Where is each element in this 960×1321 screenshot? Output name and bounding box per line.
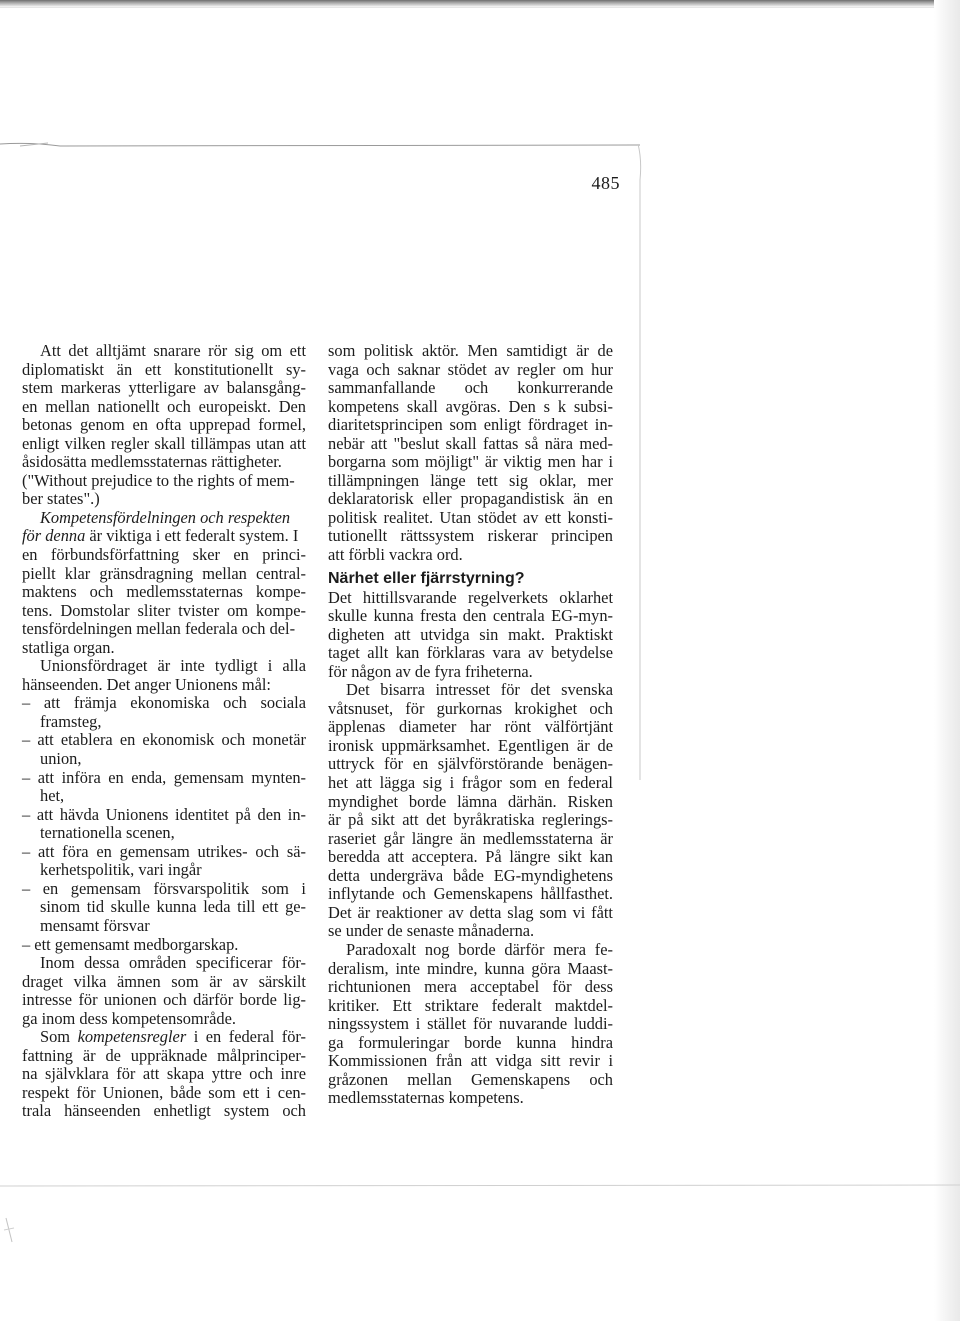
list-item: – att hävda Unionens identitet på den in- <box>22 804 306 824</box>
list-item: – ett gemensamt medborgarskap. <box>22 934 239 954</box>
text-line: Det är reaktioner av detta slag som vi fått <box>328 902 613 922</box>
left-paragraph-2 <box>22 509 306 657</box>
text-line: våtsnuset, för gurkornas krokighet och <box>328 698 613 718</box>
text-line: Det bisarra intresset för det svenska <box>346 680 613 700</box>
text-line: kritiker. Ett striktare federalt maktdel- <box>328 995 613 1015</box>
text-line: tutionellt rättssystem riskerar principen <box>328 526 613 546</box>
text-fragment: är viktiga i ett federalt system. I <box>85 526 299 546</box>
text-line: intresse för unionen och därför borde lig- <box>22 990 306 1010</box>
left-paragraph-5 <box>22 1028 306 1121</box>
list-item: – att främja ekonomiska och sociala <box>22 693 306 713</box>
left-paragraph-4 <box>22 954 306 1028</box>
list-item: – att etablera en ekonomisk och monetär <box>22 730 306 750</box>
text-line: medlemsstaternas kompetens. <box>328 1088 524 1108</box>
left-column <box>22 342 306 1121</box>
text-line: taget allt kan förklaras vara av betydelse <box>328 643 613 663</box>
text-line: respekt för Unionen, både som ett i cen- <box>22 1082 306 1102</box>
text-line: Att det alltjämt snarare rör sig om ett <box>40 341 306 360</box>
text-line: tillämpningen länge tett sig oklar, mer <box>328 470 613 490</box>
text-line: diaritetsprincipen som enligt fördraget in- <box>328 415 613 435</box>
list-item-continuation: mensamt försvar <box>40 915 150 935</box>
right-column <box>328 342 613 1108</box>
right-paragraph-4 <box>328 941 613 1108</box>
text-line <box>22 527 306 546</box>
text-line: fattning är de uppräknade målprinciper- <box>22 1045 306 1065</box>
text-line: åsidosätta medlemsstaternas rättigheter. <box>22 452 282 472</box>
right-paragraph-3 <box>328 681 613 941</box>
text-line: vaga och saknar stödet av regler om hur <box>328 359 613 379</box>
text-line: stem markeras ytterligare av balansgång- <box>22 378 306 398</box>
list-item-continuation: het, <box>40 786 65 806</box>
text-line: raseriet går längre än medlemsstaterna är <box>328 828 613 848</box>
list-item-continuation: sinom tid skulle kunna leda till ett ge- <box>40 897 306 917</box>
text-line: trala hänseenden enhetligt system och <box>22 1101 306 1121</box>
text-line: ("Without prejudice to the rights of mem- <box>22 470 295 490</box>
text-line: deralism, inte mindre, kunna göra Maast- <box>328 958 613 978</box>
italic-term: för denna <box>22 526 86 546</box>
scan-top-shadow <box>0 0 960 7</box>
text-line: beredda att acceptera. På längre sikt kan <box>328 847 613 867</box>
page-bottom-edge <box>0 1176 960 1190</box>
right-paragraph-1 <box>328 342 613 565</box>
right-paragraph-2 <box>328 589 613 682</box>
list-item-continuation: kerhetspolitik, vari ingår <box>40 860 202 880</box>
text-line: ga inom dess kompetensområde. <box>22 1008 236 1028</box>
text-line: ber states".) <box>22 489 100 509</box>
list-item: – en gemensam försvarspolitik som i <box>22 878 306 898</box>
text-line <box>22 1028 306 1047</box>
text-line: draget vilka ämnen som är av särskilt <box>22 971 306 991</box>
text-line: enligt vilken regler skall tillämpas utan att <box>22 433 306 453</box>
text-line: deklaratorisk eller propagandistisk än en <box>328 489 613 509</box>
scan-corner-mark <box>0 1210 40 1250</box>
text-line: inflytande och Gemenskapens hållfasthet. <box>328 884 613 904</box>
text-line: hänseenden. Det anger Unionens mål: <box>22 674 271 694</box>
goals-list <box>22 694 306 954</box>
text-fragment: Som <box>40 1027 78 1047</box>
text-line: diplomatiskt än ett konstitutionellt sy- <box>22 359 306 379</box>
section-heading: Närhet eller fjärrstyrning? <box>328 569 525 587</box>
text-line: betonas genom en ofta upprepad formel, <box>22 415 306 435</box>
text-line: skulle kunna fresta den centrala EG-myn- <box>328 606 613 626</box>
page-fold-line <box>0 140 640 150</box>
list-item-continuation: framsteg, <box>40 711 102 731</box>
left-paragraph-3 <box>22 657 306 694</box>
text-fragment: i en federal för- <box>186 1027 306 1047</box>
list-item-continuation: union, <box>40 749 82 769</box>
text-line: en mellan nationellt och europeiskt. Den <box>22 396 306 416</box>
text-line: gråzonen mellan Gemenskapens och <box>328 1069 613 1089</box>
text-line: nebär att "beslut skall fattas så nära med- <box>328 433 613 453</box>
text-line: att förbli vackra ord. <box>328 545 463 565</box>
left-paragraph-1 <box>22 342 306 509</box>
scan-right-shadow <box>934 0 960 1321</box>
text-line: se under de senaste månaderna. <box>328 921 535 941</box>
text-line: Kommissionen från att vidga sitt revir i <box>328 1051 613 1071</box>
text-line: Det hittillsvarande regelverkets oklarhet <box>328 587 613 607</box>
text-line: digheten att utvidga sin makt. Praktiskt <box>328 624 613 644</box>
page-edge-right <box>628 140 652 780</box>
text-line: richtunionen mera acceptabel för dess <box>328 977 613 997</box>
italic-term: kompetensregler <box>77 1027 187 1047</box>
text-line: Unionsfördraget är inte tydligt i alla <box>40 656 306 676</box>
text-line: borgarna som möjligt" är viktig men har i <box>328 452 613 472</box>
text-line: Paradoxalt nog borde därför mera fe- <box>346 939 613 959</box>
text-line: sammanfallande och konkurrerande <box>328 378 613 398</box>
text-line: ga formuleringar borde kunna hindra <box>328 1032 613 1052</box>
scan-top-edge <box>0 7 960 8</box>
italic-text-line: Kompetensfördelningen och respekten <box>40 507 291 527</box>
text-line: het att lägga sig i frågor som en federal <box>328 773 613 793</box>
text-line: statliga organ. <box>22 637 115 657</box>
page-number: 485 <box>591 173 620 193</box>
text-line: ironisk uppmärksamhet. Egentligen är de <box>328 735 613 755</box>
text-line: en förbundsförfattning sker en princi- <box>22 545 306 565</box>
text-line: för någon av de fyra friheterna. <box>328 661 533 681</box>
text-line: Inom dessa områden specificerar för- <box>40 953 306 973</box>
text-line: myndighet borde lämna därhän. Risken <box>328 791 613 811</box>
text-line: piellt klar gränsdragning mellan central- <box>22 563 306 583</box>
text-line: detta undergräva både EG-myndighetens <box>328 865 613 885</box>
list-item-continuation: ternationella scenen, <box>40 823 175 843</box>
text-line: är på sikt att det byråkratiska reglerings- <box>328 810 613 830</box>
text-line: tensfördelningen mellan federala och del- <box>22 619 296 639</box>
list-item: – att föra en gemensam utrikes- och sä- <box>22 841 306 861</box>
text-line: ningssystem i stället för nuvarande luddi- <box>328 1014 613 1034</box>
text-line: politisk realitet. Utan stödet av ett konsti- <box>328 507 613 527</box>
text-line: äpplenas diameter har rönt välförtjänt <box>328 717 613 737</box>
text-line: na självklara för att skapa yttre och inre <box>22 1064 306 1084</box>
text-line: tens. Domstolar sliter tvister om kompe- <box>22 600 306 620</box>
text-line: uttryck för en självförstörande benägen- <box>328 754 613 774</box>
text-line: som politisk aktör. Men samtidigt är de <box>328 341 613 360</box>
list-item: – att införa en enda, gemensam mynten- <box>22 767 306 787</box>
text-line: kompetens skall avgöras. Den s k subsi- <box>328 396 613 416</box>
text-line: maktens och medlemsstaternas kompe- <box>22 582 306 602</box>
